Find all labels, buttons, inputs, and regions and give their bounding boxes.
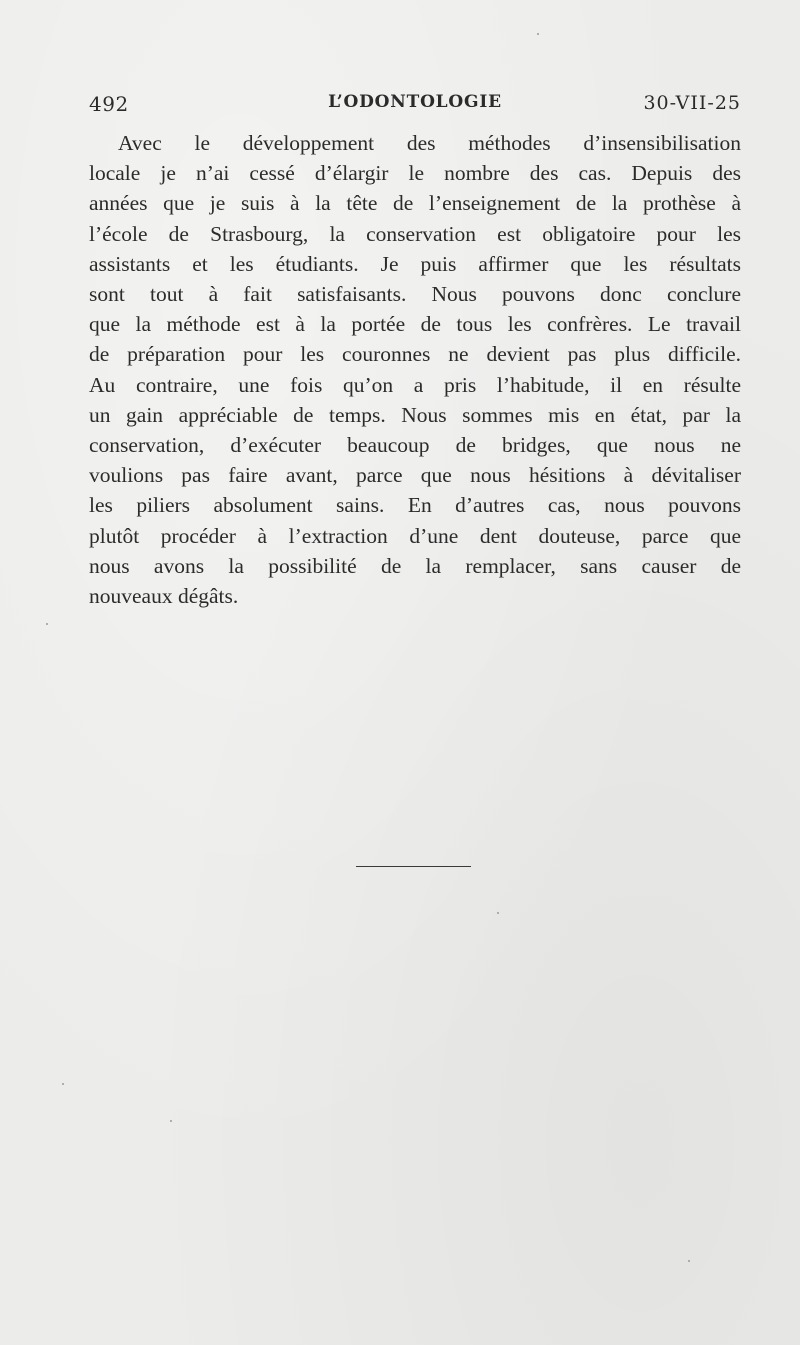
paper-speck — [497, 912, 499, 914]
text-line: conservation, d’exécuter beaucoup de bridges, que nous ne — [89, 433, 741, 458]
issue-date: 30-VII-25 — [643, 92, 741, 114]
text-line: sont tout à fait satisfaisants. Nous pouvons donc conclure — [89, 282, 741, 307]
text-line: que la méthode est à la portée de tous les confrères. Le travail — [89, 312, 741, 337]
page-header — [89, 92, 741, 122]
text-line: nous avons la possibilité de la remplacer, sans causer de — [89, 553, 741, 578]
text-line: l’école de Strasbourg, la conservation est obligatoire pour les — [89, 221, 741, 246]
page-number: 492 — [89, 92, 129, 116]
paper-speck — [170, 1120, 172, 1122]
text-line: Avec le développement des méthodes d’insensibilisation — [118, 131, 741, 155]
paper-speck — [46, 623, 48, 625]
paper-speck — [537, 33, 539, 35]
text-line: les piliers absolument sains. En d’autres cas, nous pouvons — [89, 493, 741, 518]
text-line: nouveaux dégâts. — [89, 584, 239, 609]
text-line: locale je n’ai cessé d’élargir le nombre des cas. Depuis des — [89, 161, 741, 186]
text-line: assistants et les étudiants. Je puis affirmer que les résultats — [89, 251, 741, 276]
running-title: L’ODONTOLOGIE — [328, 92, 502, 112]
text-line: plutôt procéder à l’extraction d’une dent douteuse, parce que — [89, 523, 741, 548]
text-line: de préparation pour les couronnes ne devient pas plus difficile. — [89, 342, 741, 367]
text-line: un gain appréciable de temps. Nous sommes mis en état, par la — [89, 402, 741, 427]
text-line: années que je suis à la tête de l’enseignement de la prothèse à — [89, 191, 741, 216]
paper-speck — [62, 1083, 64, 1085]
text-line: voulions pas faire avant, parce que nous hésitions à dévitaliser — [89, 463, 741, 488]
text-line: Au contraire, une fois qu’on a pris l’habitude, il en résulte — [89, 372, 741, 397]
body-paragraph — [89, 128, 741, 611]
section-divider — [356, 866, 471, 867]
paper-speck — [688, 1260, 690, 1262]
